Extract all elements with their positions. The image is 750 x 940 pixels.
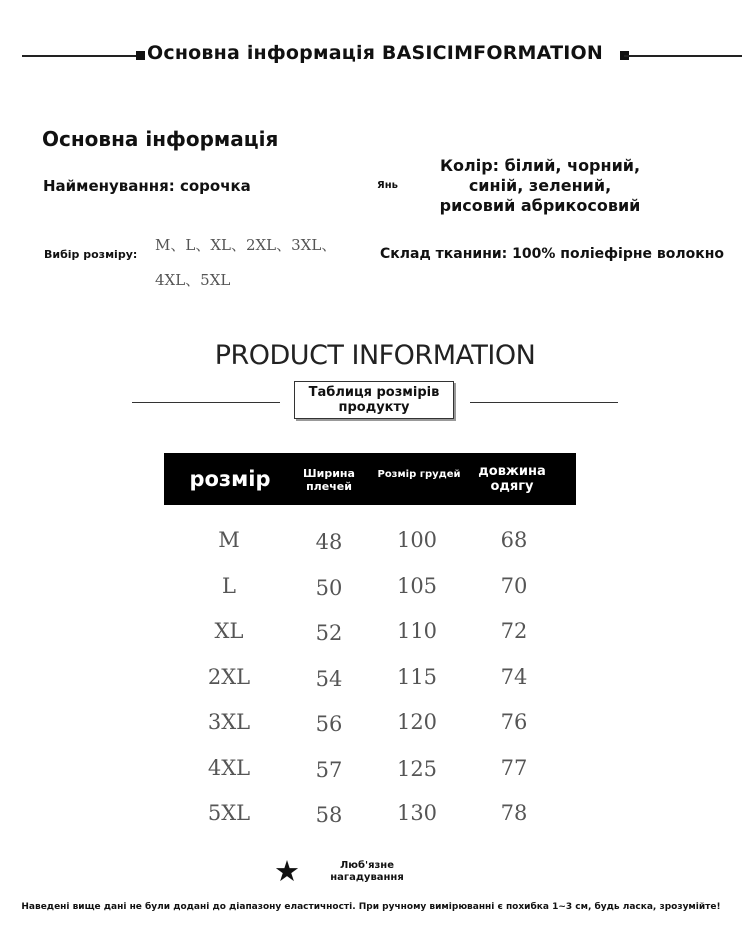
cell-length: 76 [500, 710, 528, 734]
cell-size: 2XL [207, 665, 251, 689]
cell-length: 72 [500, 619, 528, 643]
cell-shoulder: 52 [315, 621, 343, 645]
cell-length: 68 [500, 528, 528, 552]
cell-chest: 115 [396, 665, 438, 689]
product-info-title: PRODUCT INFORMATION [214, 340, 536, 371]
color-line: Колір: білий, чорний, [439, 156, 641, 175]
cell-shoulder: 57 [315, 758, 343, 782]
header-size: розмір [189, 467, 271, 491]
cell-size: 3XL [207, 710, 251, 734]
banner-right-line [624, 55, 742, 57]
friendly-reminder: Люб'язне нагадування [330, 860, 404, 883]
section-title: Основна інформація [42, 127, 279, 151]
cell-chest: 125 [396, 757, 438, 781]
cell-length: 77 [500, 756, 528, 780]
banner-title: Основна інформація BASICIMFORMATION [147, 42, 603, 64]
fabric-composition: Склад тканини: 100% поліефірне волокно [380, 246, 725, 262]
cell-size: XL [214, 619, 244, 643]
cell-chest: 105 [396, 574, 438, 598]
cell-length: 74 [500, 665, 528, 689]
cell-chest: 130 [396, 801, 438, 825]
size-options [155, 228, 370, 298]
cell-length: 70 [500, 574, 528, 598]
cell-shoulder: 58 [315, 803, 343, 827]
color-line: синій, зелений, [468, 176, 612, 195]
yarn-label: Янь [377, 180, 398, 191]
cell-size: 4XL [207, 756, 251, 780]
cell-length: 78 [500, 801, 528, 825]
cell-shoulder: 54 [315, 667, 343, 691]
star-icon: ★ [274, 854, 300, 888]
cell-shoulder: 50 [315, 576, 343, 600]
size-choice-label: Вибір розміру: [44, 248, 138, 261]
cell-size: L [222, 574, 236, 598]
size-table-title-text: Таблиця розмірів продукту [308, 385, 440, 415]
size-options-line: M、L、XL、2XL、3XL、 [155, 236, 337, 254]
header-shoulder-width: Ширина плечей [303, 467, 355, 493]
header-chest-size: Розмір грудей [377, 469, 461, 480]
cell-size: M [218, 528, 240, 552]
cell-shoulder: 56 [315, 712, 343, 736]
cell-size: 5XL [207, 801, 251, 825]
color-line: рисовий абрикосовий [439, 196, 641, 215]
measurement-disclaimer: Наведені вище дані не були додані до діапазону еластичності. При ручному вимірюванні є похибка 1~3 см, будь ласка, зрозумійте! [21, 902, 721, 912]
size-options-line: 4XL、5XL [155, 271, 231, 289]
color-info [420, 156, 660, 216]
table-title-left-line [132, 402, 280, 403]
table-title-right-line [470, 402, 618, 403]
cell-chest: 120 [396, 710, 438, 734]
cell-chest: 110 [396, 619, 438, 643]
cell-shoulder: 48 [315, 530, 343, 554]
cell-chest: 100 [396, 528, 438, 552]
size-table-title [294, 381, 454, 419]
header-garment-length: довжина одягу [478, 464, 546, 494]
size-table-header [164, 453, 576, 505]
name-label: Найменування: сорочка [43, 177, 251, 195]
